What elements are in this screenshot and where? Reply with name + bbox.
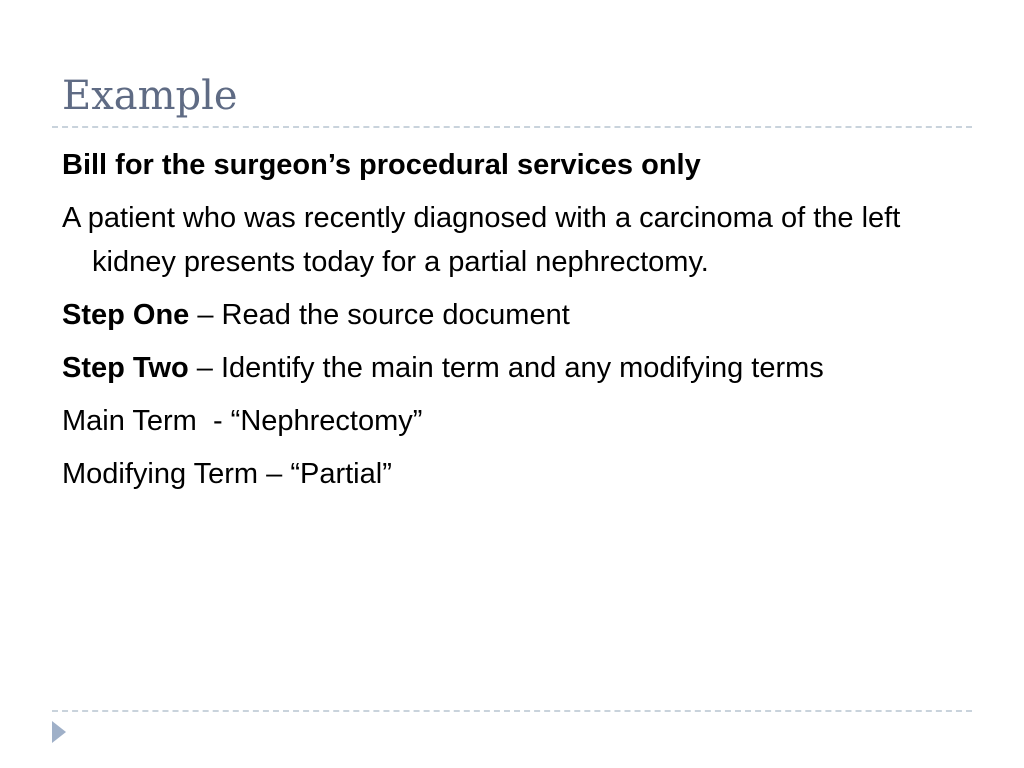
step-one [62, 293, 962, 337]
step-two-label: Step Two [62, 352, 189, 384]
step-one-text: – Read the source document [189, 299, 570, 331]
slide-body [62, 143, 962, 505]
step-two [62, 346, 962, 390]
title-divider [52, 126, 972, 128]
main-term-text: Main Term - “Nephrectomy” [62, 405, 423, 437]
footer-divider [52, 710, 972, 712]
step-one-label: Step One [62, 299, 190, 331]
step-two-text: – Identify the main term and any modifying terms [188, 352, 824, 384]
slide-title: Example [62, 73, 238, 119]
modifying-term-text: Modifying Term – “Partial” [62, 458, 392, 490]
play-triangle-icon [52, 721, 66, 743]
scenario-text: A patient who was recently diagnosed with a carcinoma of the left kidney presents today for a partial nephrectomy. [62, 202, 901, 278]
heading-text: Bill for the surgeon’s procedural services only [62, 149, 701, 181]
